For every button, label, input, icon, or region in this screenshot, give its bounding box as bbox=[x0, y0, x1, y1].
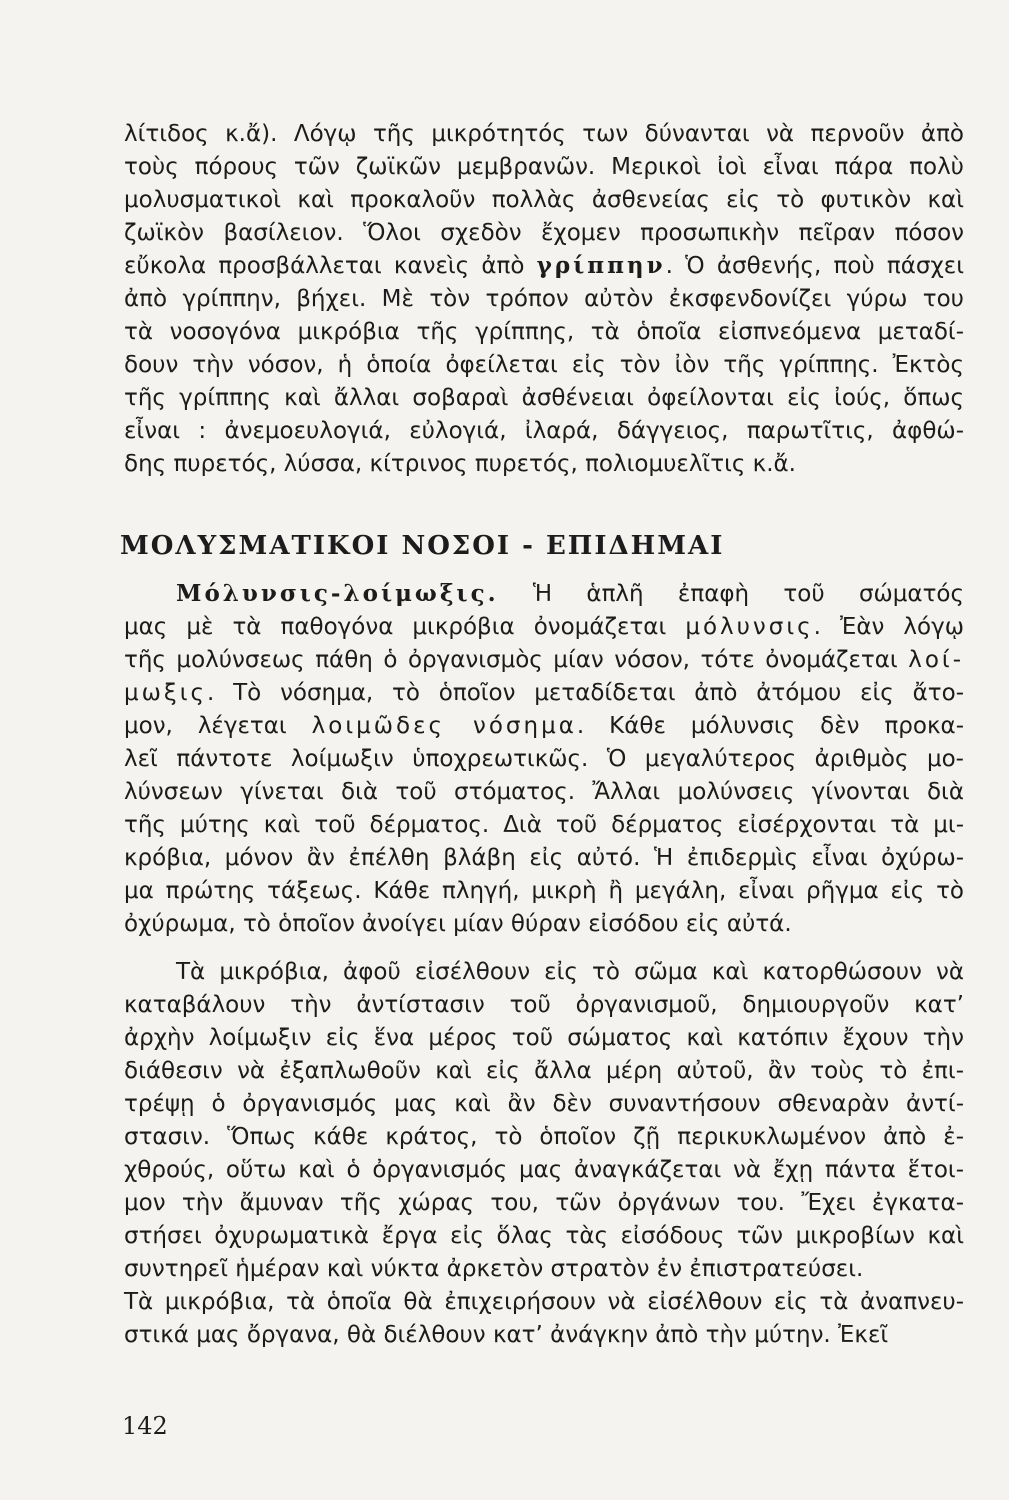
text-line: μον τὴν ἄμυναν τῆς χώρας του, τῶν ὀργάνων του. Ἔχει ἐγκατα- bbox=[124, 1190, 964, 1216]
text-line: καταβάλουν τὴν ἀντίστασιν τοῦ ὀργανισμοῦ, δημιουργοῦν κατ’ bbox=[124, 992, 964, 1018]
text-line: μολυσματικοὶ καὶ προκαλοῦν πολλὰς ἀσθενείας εἰς τὸ φυτικὸν καὶ bbox=[124, 187, 964, 213]
text-line: ὀχύρωμα, τὸ ὁποῖον ἀνοίγει μίαν θύραν εἰσόδου εἰς αὐτά. bbox=[124, 911, 792, 937]
text-line: στήσει ὀχυρωματικὰ ἔργα εἰς ὅλας τὰς εἰσόδους τῶν μικροβίων καὶ bbox=[124, 1223, 964, 1249]
text-line: ζωϊκὸν βασίλειον. Ὅλοι σχεδὸν ἔχομεν προσωπικὴν πεῖραν πόσον bbox=[124, 220, 964, 246]
text-run: . Ὁ ἀσθενής, ποὺ πάσχει bbox=[665, 253, 965, 279]
text-run: . Ἐὰν λόγῳ bbox=[813, 614, 964, 640]
text-line bbox=[124, 646, 964, 674]
section-heading: ΜΟΛΥΣΜΑΤΙΚΟΙ ΝΟΣΟΙ - ΕΠΙΔΗΜΑΙ bbox=[120, 531, 725, 561]
text-run: Ἡ ἁπλῆ ἐπαφὴ τοῦ σώματός bbox=[498, 581, 964, 607]
text-line: συντηρεῖ ἡμέραν καὶ νύκτα ἀρκετὸν στρατὸν ἐν ἐπιστρατεύσει. bbox=[124, 1256, 864, 1282]
text-run: τῆς μολύνσεως πάθη ὁ ὀργανισμὸς μίαν νόσον, τότε ὀνομάζεται bbox=[124, 647, 909, 673]
page-number: 142 bbox=[122, 1412, 168, 1440]
text-run: . Κάθε μόλυνσις δὲν προκα- bbox=[576, 713, 964, 739]
spaced-term: λοί- bbox=[908, 647, 964, 673]
text-line: λύνσεων γίνεται διὰ τοῦ στόματος. Ἄλλαι μολύνσεις γίνονται διὰ bbox=[124, 779, 964, 805]
text-line: χθρούς, οὕτω καὶ ὁ ὀργανισμός μας ἀναγκάζεται νὰ ἔχῃ πάντα ἕτοι- bbox=[124, 1157, 964, 1183]
text-line bbox=[124, 712, 964, 740]
text-line: εἶναι : ἀνεμοευλογιά, εὐλογιά, ἰλαρά, δάγγειος, παρωτῖτις, ἀφθώ- bbox=[124, 418, 964, 444]
text-line: στασιν. Ὅπως κάθε κράτος, τὸ ὁποῖον ζῇ περικυκλωμένον ἀπὸ ἐ- bbox=[124, 1124, 964, 1150]
text-line: δουν τὴν νόσον, ἡ ὁποία ὀφείλεται εἰς τὸν ἰὸν τῆς γρίππης. Ἐκτὸς bbox=[124, 352, 964, 378]
text-run: . Τὸ νόσημα, τὸ ὁποῖον μεταδίδεται ἀπὸ ἀτόμου εἰς ἄτο- bbox=[207, 680, 964, 706]
text-line bbox=[124, 613, 964, 641]
text-line: λεῖ πάντοτε λοίμωξιν ὑποχρεωτικῶς. Ὁ μεγαλύτερος ἀριθμὸς μο- bbox=[124, 746, 964, 772]
text-line: λίτιδος κ.ἄ). Λόγῳ τῆς μικρότητός των δύνανται νὰ περνοῦν ἀπὸ bbox=[124, 121, 964, 147]
text-line: στικά μας ὄργανα, θὰ διέλθουν κατ’ ἀνάγκην ἀπὸ τὴν μύτην. Ἐκεῖ bbox=[124, 1322, 889, 1348]
text-line: τῆς γρίππης καὶ ἄλλαι σοβαραὶ ἀσθένειαι ὀφείλονται εἰς ἰούς, ὅπως bbox=[124, 385, 964, 411]
text-line bbox=[124, 679, 964, 707]
text-line: τοὺς πόρους τῶν ζωϊκῶν μεμβρανῶν. Μερικοὶ ἰοὶ εἶναι πάρα πολὺ bbox=[124, 154, 964, 180]
text-run: μον, λέγεται bbox=[124, 713, 312, 739]
text-line: ἀπὸ γρίππην, βήχει. Μὲ τὸν τρόπον αὐτὸν ἐκσφενδονίζει γύρω του bbox=[124, 286, 964, 312]
text-line: ἀρχὴν λοίμωξιν εἰς ἕνα μέρος τοῦ σώματος καὶ κατόπιν ἔχουν τὴν bbox=[124, 1025, 964, 1051]
text-line: τὰ νοσογόνα μικρόβια τῆς γρίππης, τὰ ὁποῖα εἰσπνεόμενα μεταδί- bbox=[124, 319, 964, 345]
text-line: διάθεσιν νὰ ἐξαπλωθοῦν καὶ εἰς ἄλλα μέρη αὐτοῦ, ἂν τοὺς τὸ ἐπι- bbox=[124, 1058, 964, 1084]
text-line: τρέψῃ ὁ ὀργανισμός μας καὶ ἂν δὲν συναντήσουν σθεναρὰν ἀντί- bbox=[124, 1091, 964, 1117]
spaced-term: μωξις bbox=[124, 680, 208, 706]
text-run: εὔκολα προσβάλλεται κανεὶς ἀπὸ bbox=[124, 253, 537, 279]
text-line bbox=[124, 252, 964, 280]
spaced-term: μόλυνσις bbox=[685, 614, 814, 640]
text-line bbox=[176, 580, 964, 608]
text-line: δης πυρετός, λύσσα, κίτρινος πυρετός, πολιομυελῖτις κ.ἄ. bbox=[124, 451, 796, 477]
emphasized-term: Μόλυνσις-λοίμωξις. bbox=[176, 580, 499, 607]
emphasized-term: γρίππην bbox=[536, 252, 666, 279]
text-line: μα πρώτης τάξεως. Κάθε πληγή, μικρὴ ἢ μεγάλη, εἶναι ρῆγμα εἰς τὸ bbox=[124, 878, 964, 904]
text-line: Τὰ μικρόβια, ἀφοῦ εἰσέλθουν εἰς τὸ σῶμα καὶ κατορθώσουν νὰ bbox=[176, 959, 964, 985]
text-line: Τὰ μικρόβια, τὰ ὁποῖα θὰ ἐπιχειρήσουν νὰ εἰσέλθουν εἰς τὰ ἀναπνευ- bbox=[124, 1289, 964, 1315]
spaced-term: λοιμῶδες νόσημα bbox=[311, 713, 577, 739]
text-line: κρόβια, μόνον ἂν ἐπέλθη βλάβη εἰς αὐτό. Ἡ ἐπιδερμὶς εἶναι ὀχύρω- bbox=[124, 845, 964, 871]
text-run: μας μὲ τὰ παθογόνα μικρόβια ὀνομάζεται bbox=[124, 614, 686, 640]
text-line: τῆς μύτης καὶ τοῦ δέρματος. Διὰ τοῦ δέρματος εἰσέρχονται τὰ μι- bbox=[124, 812, 964, 838]
